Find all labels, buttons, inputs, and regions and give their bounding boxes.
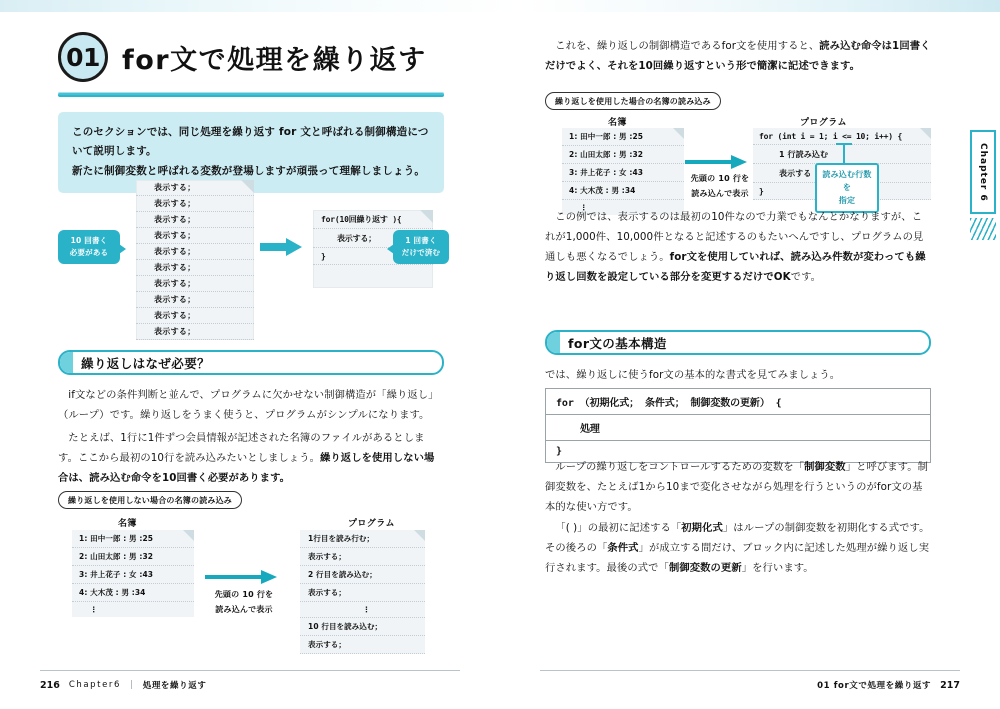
page-fold-icon (183, 530, 194, 541)
bubble-left-line1: 10 回書く (70, 236, 108, 245)
for-code-row: } (753, 183, 931, 200)
page-fold-icon (673, 128, 684, 139)
repeated-statement-row: 表示する； (136, 212, 254, 228)
p-last-2c: 」はループの制御変数を初期化する式です。その後ろの「 (545, 522, 930, 555)
footer-left (40, 679, 206, 691)
roster-paper-left (72, 530, 194, 617)
figure-label-roster-right: 名簿 (608, 118, 627, 128)
roster-ellipsis: ⋮ (90, 605, 98, 614)
side-tab-hatch-decoration (970, 218, 996, 240)
paragraph-right-1-normal: これを、繰り返しの制御構造であるfor文を使用すると、 (555, 40, 820, 52)
paragraph-why-2-bold: 繰り返しを使用しない場合は、読み込む命令を10回書く必要があります。 (58, 452, 435, 485)
program-step-row: 10 行目を読み込む； (300, 618, 425, 636)
paragraph-why-1: if文などの条件判断と並んで、プログラムに欠かせない制御構造が「繰り返し」（ループ）です。繰り返しをうまく使うと、プログラムがシンプルになります。 (58, 389, 439, 422)
page-fold-icon (414, 530, 425, 541)
page-fold-icon (420, 210, 433, 223)
section-number-badge: 01 (58, 32, 108, 82)
figure-label-program-left: プログラム (348, 519, 395, 529)
repeated-statement-row: 表示する； (136, 292, 254, 308)
arrow-note-left-line1: 先頭の 10 行を (214, 590, 274, 599)
program-step-row: 表示する； (300, 548, 425, 566)
roster-paper-right (562, 128, 684, 215)
p-last-1c: 」と呼びます。制御変数を、たとえば1から10まで変化させながら処理を行うというのがfor文の基本的な使い方です。 (545, 461, 929, 514)
footer-page-number-right: 217 (940, 679, 960, 691)
repeated-statement-row: 表示する； (136, 228, 254, 244)
section-title-row (58, 32, 427, 82)
chapter-side-tab (970, 130, 996, 214)
repeated-statement-row: 表示する； (136, 260, 254, 276)
heading-why-repetition-label: 繰り返しはなぜ必要？ (81, 355, 211, 371)
heading-why-repetition (58, 350, 444, 375)
page-fold-icon (920, 128, 931, 139)
figure-caption-loop: 繰り返しを使用した場合の名簿の読み込み (545, 92, 721, 110)
footer-rule-left (40, 670, 460, 671)
paragraph-right-2-normal: この例では、表示するのは最初の10件なので力業でもなんとかなりますが、これが1,000件、10,000件となると記述するのもたいへんですし、プログラムの見通しも悪くなるでしょう。 (545, 211, 924, 264)
arrow-note-right-line1: 先頭の 10 行を (690, 174, 750, 183)
for-code-line-0: for(10回繰り返す ){ (313, 210, 433, 229)
roster-ellipsis: ⋮ (580, 203, 588, 212)
syntax-row: for （初期化式； 条件式； 制御変数の更新） { (546, 389, 930, 415)
roster-row: 1: 田中一郎 : 男 :25 (72, 530, 194, 548)
roster-row: 4: 大木茂 : 男 :34 (72, 584, 194, 602)
read-flow-arrow-icon (205, 570, 277, 584)
bubble-right-line1: 1 回書く (405, 236, 437, 245)
footer-separator: | (130, 680, 134, 690)
footer-title-right: 01 for文で処理を繰り返す (817, 681, 932, 691)
arrow-note-right-line2: 読み込んで表示 (691, 188, 749, 198)
figure-label-roster-left: 名簿 (118, 519, 137, 529)
roster-row: 2: 山田太郎 : 男 :32 (72, 548, 194, 566)
transform-arrow-icon (260, 238, 302, 256)
roster-row: 3: 井上花子 : 女 :43 (562, 164, 684, 182)
right-page (500, 0, 1000, 709)
for-code-row: 1 行読み込む (753, 145, 931, 164)
footer-title-left: 処理を繰り返す (142, 681, 207, 691)
figure-caption-no-loop: 繰り返しを使用しない場合の名簿の読み込み (58, 491, 242, 509)
footer-right (817, 679, 960, 691)
roster-row: 1: 田中一郎 : 男 :25 (562, 128, 684, 146)
paragraph-right-2 (545, 207, 931, 287)
paragraph-last-2 (545, 518, 931, 578)
for-code-row: for (int i = 1; i <= 10; i++) { (753, 128, 931, 145)
bubble-right-line2: だけで済む (401, 248, 441, 257)
p-last-2b: 初期化式 (681, 522, 723, 534)
arrow-note-left (196, 588, 292, 618)
read-flow-arrow-icon (685, 155, 747, 169)
repeated-statement-row: 表示する； (136, 276, 254, 292)
paragraph-right-2-bold: for文を使用していれば、読み込み件数が変わっても繰り返し回数を設定している部分を変更するだけでOK (545, 251, 926, 284)
title-underline-rule (58, 93, 444, 97)
program-step-row: 表示する； (300, 636, 425, 654)
p-last-1a: ループの繰り返しをコントロールするための変数を「 (555, 461, 805, 473)
page-fold-icon (241, 180, 254, 193)
roster-row: 2: 山田太郎 : 男 :32 (562, 146, 684, 164)
paragraph-last-1 (545, 457, 931, 517)
heading-brush-tab (60, 352, 73, 373)
footer-chapter-left: Chapter6 (68, 680, 122, 690)
program-step-row: 2 行目を読み込む； (300, 566, 425, 584)
roster-row: 4: 大木茂 : 男 :34 (562, 182, 684, 200)
figure-label-program-right: プログラム (800, 118, 847, 128)
program-step-row: 1行目を読み行む； (300, 530, 425, 548)
repeated-statement-row: 表示する； (136, 196, 254, 212)
callout-line2: 指定 (838, 195, 856, 205)
footer-rule-right (540, 670, 960, 671)
p-last-1b: 制御変数 (804, 461, 846, 473)
heading-for-basic-structure-label: for文の基本構造 (568, 335, 667, 351)
footer-page-number-left: 216 (40, 679, 60, 691)
repeated-statement-row: 表示する； (136, 308, 254, 324)
chapter-side-tab-label: Chapter 6 (978, 142, 988, 202)
intro-line-2: 新たに制御変数と呼ばれる変数が登場しますが頑張って理解しましょう。 (72, 164, 426, 177)
intro-line-1: このセクションでは、同じ処理を繰り返す for 文と呼ばれる制御構造について説明します。 (72, 126, 429, 158)
paragraph-basic-intro: では、繰り返しに使うfor文の基本的な書式を見てみましょう。 (545, 369, 841, 381)
bubble-one-write-enough (393, 230, 449, 264)
page-title: for文で処理を繰り返す (122, 44, 427, 76)
repeated-statement-row: 表示する； (136, 244, 254, 260)
p-last-2a: 「( )」の最初に記述する「 (555, 522, 682, 534)
paragraph-why-2 (58, 428, 444, 488)
bubble-need-ten-writes (58, 230, 120, 264)
arrow-note-left-line2: 読み込んで表示 (215, 604, 273, 614)
repeated-statement-row: 表示する； (136, 324, 254, 340)
p-last-2g: 」を行います。 (741, 562, 814, 575)
syntax-row: } (556, 446, 562, 457)
callout-connector-line (843, 143, 845, 165)
callout-line1: 読み込む行数を (822, 170, 872, 192)
repeated-statement-row: 表示する； (136, 180, 254, 196)
for-code-row: 表示する (753, 164, 931, 183)
repeated-statements-paper (136, 180, 254, 340)
for-code-line-2: } (313, 248, 433, 265)
heading-brush-tab (547, 332, 560, 353)
paragraph-why-2-normal: たとえば、1行に1件ずつ会員情報が記述された名簿のファイルがあるとします。ここから最初の10行を読み込みたいとしましょう。 (58, 432, 425, 465)
program-step-row: 表示する； (300, 584, 425, 602)
roster-row: 3: 井上花子 : 女 :43 (72, 566, 194, 584)
program-paper-left (300, 530, 425, 654)
paragraph-right-1-bold: 読み込む命令は1回書くだけでよく、それを10回繰り返すという形で簡潔に記述できます。 (545, 40, 931, 73)
syntax-row: 処理 (546, 415, 930, 441)
paragraph-right-1 (545, 36, 931, 76)
heading-for-basic-structure (545, 330, 931, 355)
p-last-2d: 条件式 (607, 542, 639, 555)
for-code-line-1: 表示する； (313, 229, 433, 248)
p-last-2e: 」が成立する間だけ、ブロック内に記述した処理が繰り返し実行されます。最後の式で「 (545, 542, 930, 575)
paragraph-right-2-tail: です。 (790, 271, 822, 284)
arrow-note-right (676, 172, 764, 202)
program-step-row: ⋮ (300, 602, 425, 618)
repetition-comparison-diagram (58, 178, 458, 336)
p-last-2f: 制御変数の更新 (668, 562, 742, 575)
callout-specify-line-count (815, 163, 879, 213)
bubble-left-line2: 必要がある (69, 248, 109, 257)
for-syntax-table (545, 388, 931, 463)
